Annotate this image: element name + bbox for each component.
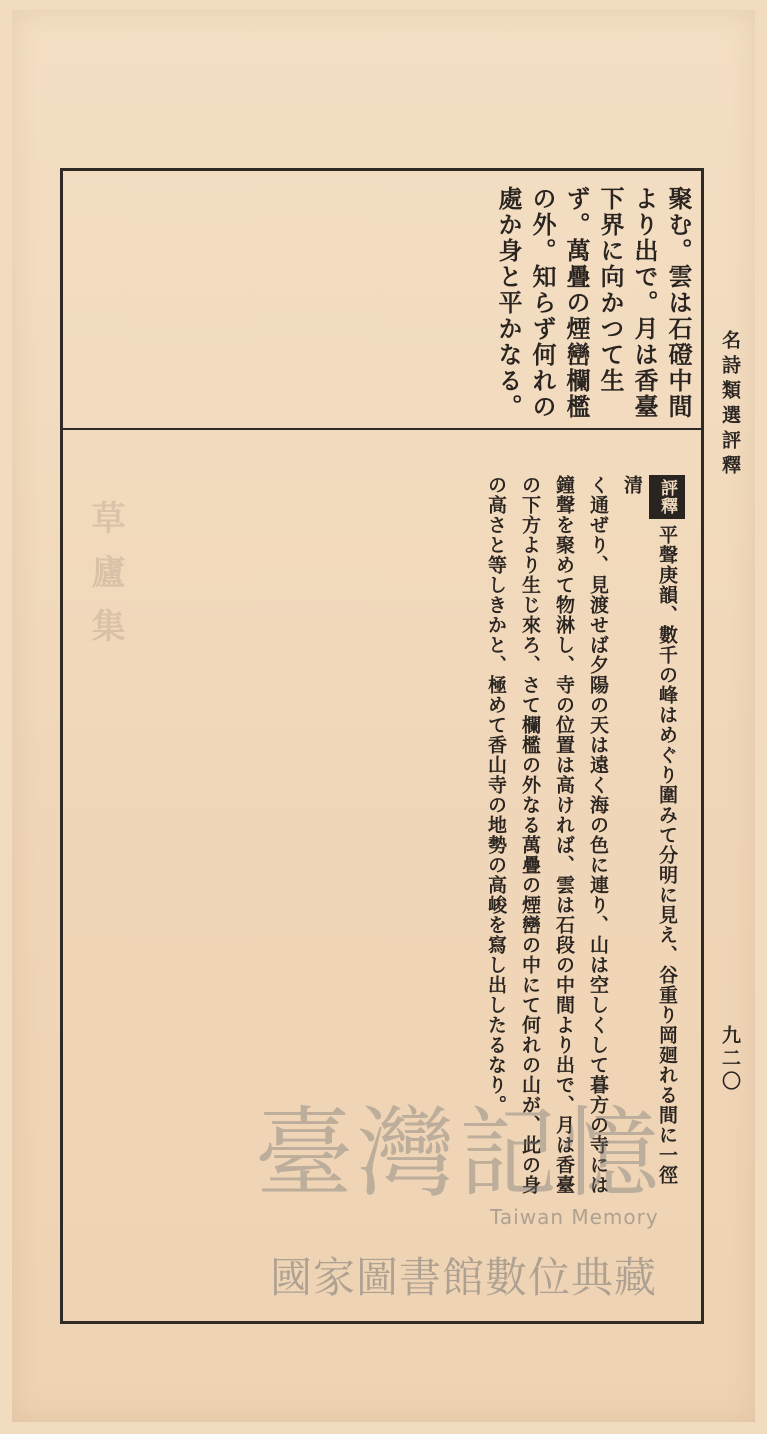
- commentary-badge: 評釋: [649, 475, 685, 519]
- commentary-line: の高さと等しきかと、極めて香山寺の地勢の高峻を寫し出したるなり。: [485, 475, 507, 1115]
- commentary-line: く通ぜり、見渡せば夕陽の天は遠く海の色に連り、山は空しくして暮方の寺には: [587, 475, 609, 1195]
- bleed-through-text: 草廬集: [85, 500, 125, 662]
- commentary-text: [405, 475, 685, 1195]
- poem-line: 下界に向かつて生: [596, 186, 625, 394]
- running-head: 名詩類選評釋: [719, 330, 741, 480]
- poem-line: 處か身と平かなる。: [494, 186, 523, 420]
- poem-text: [430, 186, 695, 422]
- watermark-english: Taiwan Memory: [490, 1205, 659, 1229]
- poem-line: より出で。月は香臺: [630, 186, 659, 420]
- commentary-line: 鐘聲を聚めて物淋し、寺の位置は高ければ、雲は石段の中間より出で、月は香臺: [553, 475, 575, 1195]
- watermark-library-name: 國家圖書館數位典藏: [270, 1253, 658, 1302]
- section-divider: [63, 428, 701, 430]
- watermark-calligraphy: 臺灣記憶: [255, 1097, 664, 1211]
- commentary-line: の下方より生じ來ろ、さて欄檻の外なる萬疊の煙巒の中にて何れの山が、此の身: [519, 475, 541, 1195]
- commentary-line-text: 平聲庚韻、數千の峰はめぐり圍みて分明に見え、谷重り岡廻れる間に一徑清: [621, 475, 678, 1185]
- poem-line: 聚む。雲は石磴中間: [664, 186, 693, 420]
- poem-line: の外。知らず何れの: [528, 186, 557, 420]
- commentary-line: [615, 475, 685, 1195]
- poem-line: ず。萬疊の煙巒欄檻: [562, 186, 591, 420]
- page-number: 九二〇: [719, 1025, 741, 1094]
